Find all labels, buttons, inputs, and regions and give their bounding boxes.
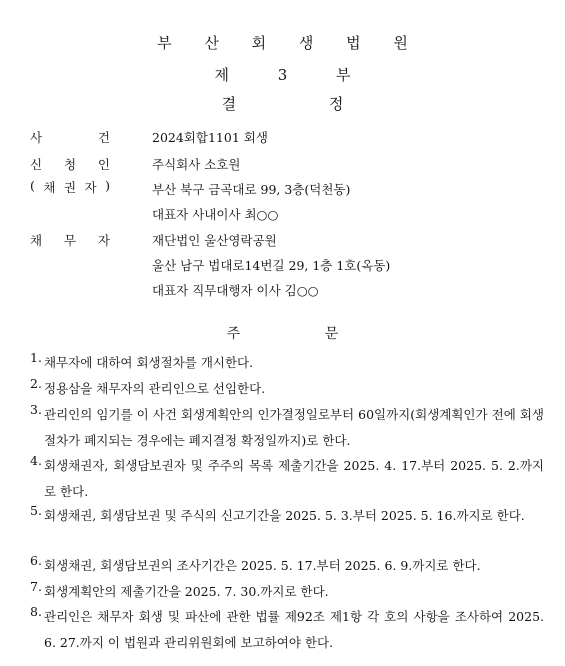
case-number: 2024회합1101 회생	[152, 130, 268, 145]
debtor-label: 채 무 자	[30, 233, 110, 248]
case-label: 사 건	[30, 130, 110, 145]
applicant-address: 부산 북구 금곡대로 99, 3층(덕천동)	[152, 182, 351, 197]
debtor-representative: 대표자 직무대행자 이사 김○○	[152, 283, 319, 298]
court-name: 부 산 회 생 법 원	[157, 34, 422, 52]
debtor-address: 울산 남구 법대로14번길 29, 1층 1호(옥동)	[152, 258, 391, 273]
applicant-label: 신 청 인	[30, 157, 110, 172]
division-name: 제 3 부	[214, 66, 373, 84]
applicant-sublabel: ( 채 권 자 )	[30, 178, 110, 195]
debtor-name: 재단법인 울산영락공원	[152, 233, 277, 248]
applicant-representative: 대표자 사내이사 최○○	[152, 207, 279, 222]
document-type: 결 정	[221, 95, 388, 113]
applicant-name: 주식회사 소호원	[152, 157, 241, 172]
order-heading: 주 문	[226, 326, 379, 342]
